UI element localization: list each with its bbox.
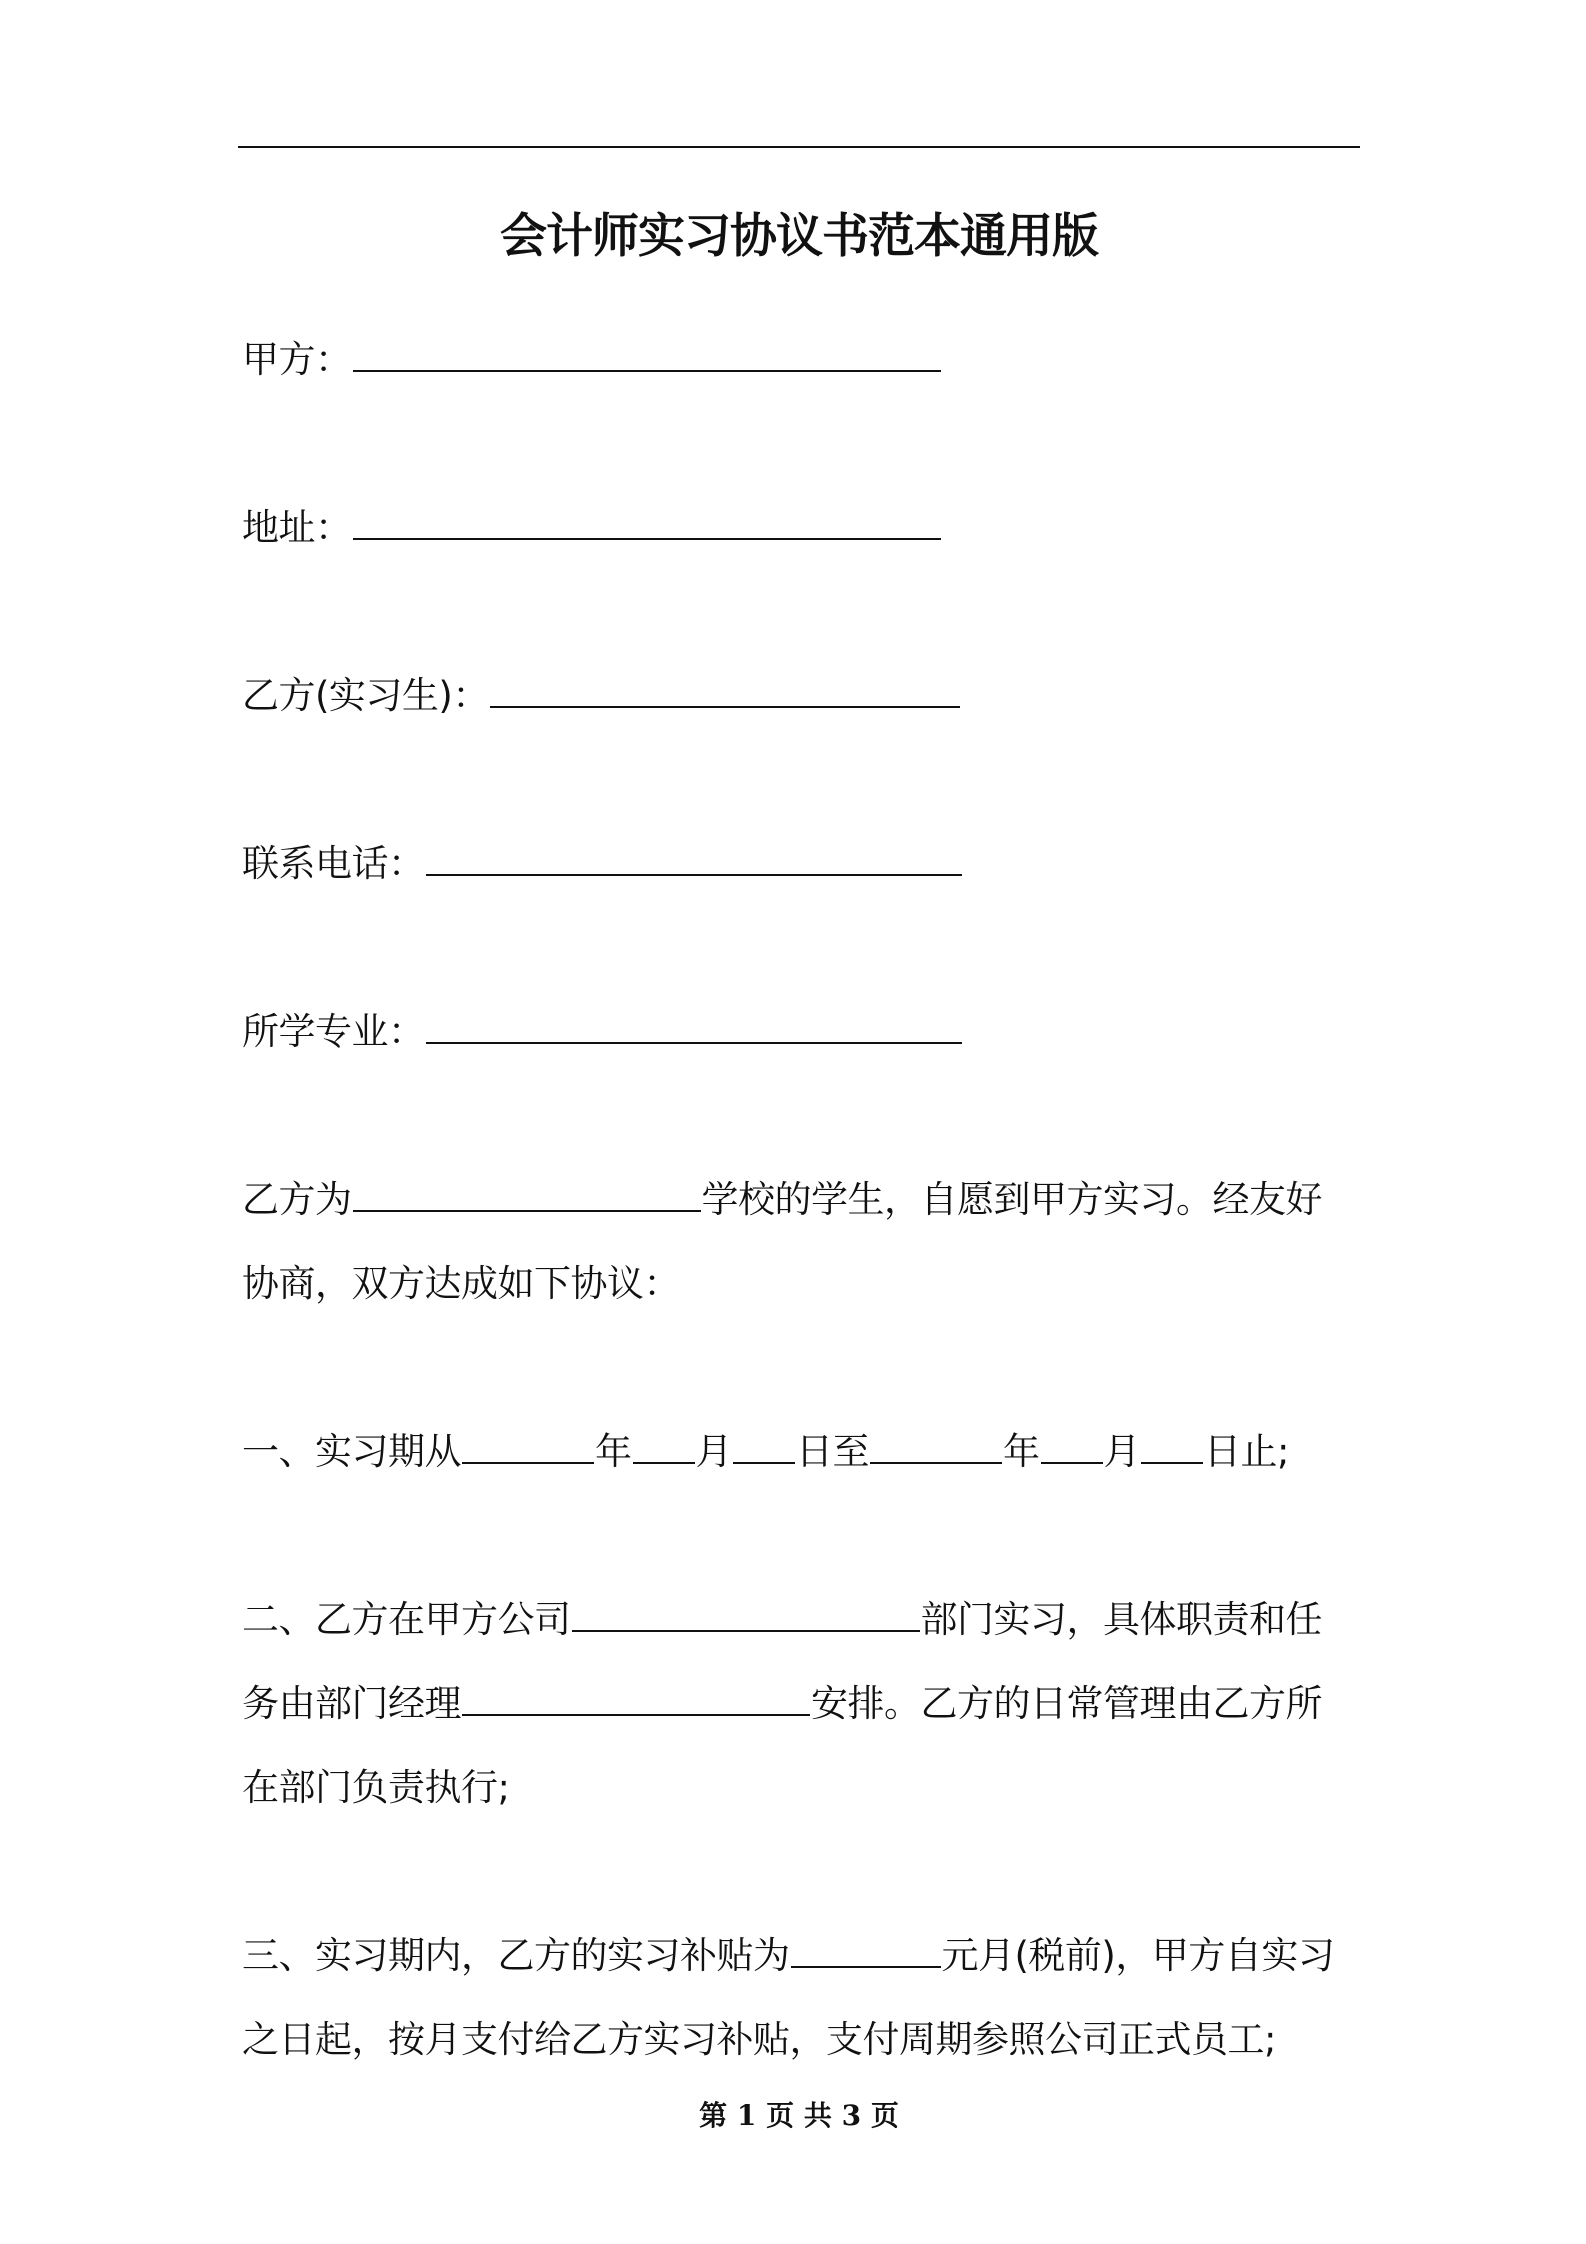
clause-3-text-b: 元月(税前)，甲方自实习 bbox=[941, 1934, 1335, 1977]
phone-line bbox=[242, 840, 963, 888]
major-line bbox=[242, 1008, 963, 1056]
clause-2-line-1 bbox=[242, 1596, 1322, 1644]
end-day-blank[interactable] bbox=[1141, 1434, 1203, 1464]
party-a-label: 甲方： bbox=[242, 338, 352, 381]
department-blank[interactable] bbox=[572, 1602, 920, 1632]
allowance-blank[interactable] bbox=[791, 1938, 941, 1968]
intro-text-2: 学校的学生，自愿到甲方实习。经友好 bbox=[701, 1178, 1322, 1221]
clause-2-text-a: 二、乙方在甲方公司 bbox=[242, 1598, 571, 1641]
party-b-label: 乙方(实习生)： bbox=[242, 674, 489, 717]
clause-3-text-c: 之日起，按月支付给乙方实习补贴，支付周期参照公司正式员工; bbox=[242, 2018, 1276, 2061]
end-month-blank[interactable] bbox=[1041, 1434, 1103, 1464]
page-number-footer: 第 1 页 共 3 页 bbox=[699, 2099, 899, 2132]
clause-3-line-1 bbox=[242, 1932, 1334, 1980]
clause-2-text-e: 在部门负责执行; bbox=[242, 1766, 510, 1809]
clause-1-text-f: 月 bbox=[1103, 1430, 1140, 1473]
party-a-blank[interactable] bbox=[353, 342, 941, 372]
clause-1-text-b: 年 bbox=[595, 1430, 632, 1473]
party-b-line bbox=[242, 672, 961, 720]
school-blank[interactable] bbox=[353, 1182, 701, 1212]
start-day-blank[interactable] bbox=[733, 1434, 795, 1464]
clause-1-text-c: 月 bbox=[695, 1430, 732, 1473]
major-label: 所学专业： bbox=[242, 1010, 425, 1053]
clause-2-line-3 bbox=[242, 1764, 509, 1812]
manager-blank[interactable] bbox=[462, 1686, 810, 1716]
clause-1-text-d: 日至 bbox=[796, 1430, 869, 1473]
intro-text-3: 协商，双方达成如下协议： bbox=[242, 1262, 680, 1305]
clause-1-text-a: 一、实习期从 bbox=[242, 1430, 461, 1473]
clause-3-line-2 bbox=[242, 2016, 1276, 2064]
address-blank[interactable] bbox=[353, 510, 941, 540]
document-title: 会计师实习协议书范本通用版 bbox=[500, 209, 1098, 264]
clause-2-text-c: 务由部门经理 bbox=[242, 1682, 461, 1725]
clause-1-line bbox=[242, 1428, 1289, 1476]
intro-line-2 bbox=[242, 1260, 680, 1308]
clause-1-text-g: 日止; bbox=[1204, 1430, 1289, 1473]
party-a-line bbox=[242, 336, 942, 384]
intro-line-1 bbox=[242, 1176, 1322, 1224]
party-b-blank[interactable] bbox=[490, 678, 960, 708]
clause-2-line-2 bbox=[242, 1680, 1322, 1728]
clause-2-text-d: 安排。乙方的日常管理由乙方所 bbox=[811, 1682, 1322, 1725]
start-year-blank[interactable] bbox=[462, 1434, 594, 1464]
start-month-blank[interactable] bbox=[633, 1434, 695, 1464]
major-blank[interactable] bbox=[426, 1014, 962, 1044]
phone-label: 联系电话： bbox=[242, 842, 425, 885]
clause-3-text-a: 三、实习期内，乙方的实习补贴为 bbox=[242, 1934, 790, 1977]
intro-text-1: 乙方为 bbox=[242, 1178, 352, 1221]
phone-blank[interactable] bbox=[426, 846, 962, 876]
clause-1-text-e: 年 bbox=[1003, 1430, 1040, 1473]
header-rule bbox=[238, 146, 1360, 148]
address-label: 地址： bbox=[242, 506, 352, 549]
address-line bbox=[242, 504, 942, 552]
clause-2-text-b: 部门实习，具体职责和任 bbox=[920, 1598, 1322, 1641]
end-year-blank[interactable] bbox=[870, 1434, 1002, 1464]
